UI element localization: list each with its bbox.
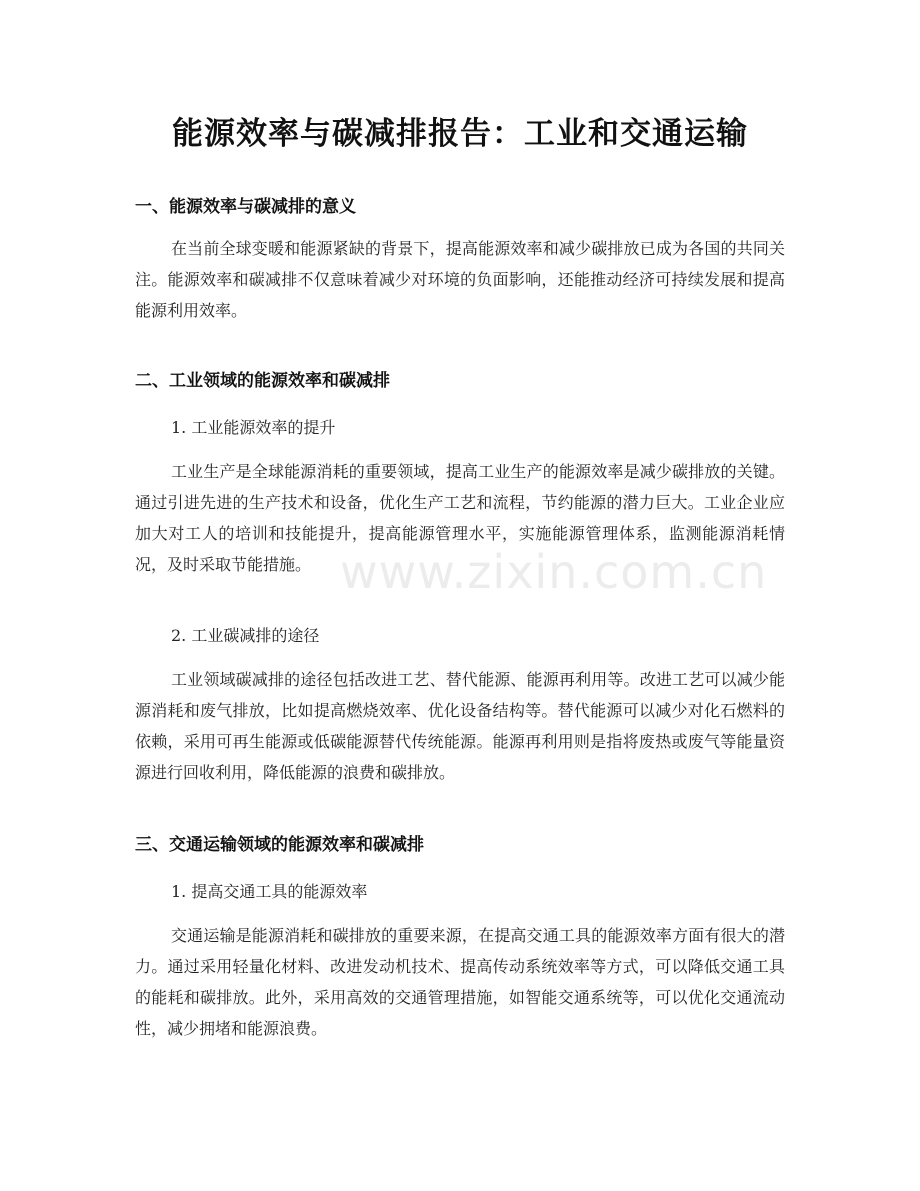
section-1-paragraph: 在当前全球变暖和能源紧缺的背景下，提高能源效率和减少碳排放已成为各国的共同关注。能源效率和碳减排不仅意味着减少对环境的负面影响，还能推动经济可持续发展和提高能源利用效率。 xyxy=(135,239,785,320)
subsection-2-1-paragraph: 工业生产是全球能源消耗的重要领域，提高工业生产的能源效率是减少碳排放的关键。通过引进先进的生产技术和设备，优化生产工艺和流程，节约能源的潜力巨大。工业企业应加大对工人的培训和技能提升，提高能源管理水平，实施能源管理体系，监测能源消耗情况，及时采取节能措施。 xyxy=(135,462,785,574)
section-heading-2: 二、工业领域的能源效率和碳减排 xyxy=(135,371,390,391)
document-title: 能源效率与碳减排报告：工业和交通运输 xyxy=(172,116,748,152)
subsection-2-2-paragraph: 工业领域碳减排的途径包括改进工艺、替代能源、能源再利用等。改进工艺可以减少能源消耗和废气排放，比如提高燃烧效率、优化设备结构等。替代能源可以减少对化石燃料的依赖，采用可再生能源或低碳能源替代传统能源。能源再利用则是指将废热或废气等能量资源进行回收利用，降低能源的浪费和碳排放。 xyxy=(135,670,785,782)
watermark: www.zixin.com.cn xyxy=(340,545,768,599)
subsection-heading-3-1: 1. 提高交通工具的能源效率 xyxy=(171,882,368,901)
subsection-heading-2-2: 2. 工业碳减排的途径 xyxy=(171,626,320,645)
section-heading-3: 三、交通运输领域的能源效率和碳减排 xyxy=(135,835,424,855)
subsection-3-1-paragraph: 交通运输是能源消耗和碳排放的重要来源，在提高交通工具的能源效率方面有很大的潜力。通过采用轻量化材料、改进发动机技术、提高传动系统效率等方式，可以降低交通工具的能耗和碳排放。此外，采用高效的交通管理措施，如智能交通系统等，可以优化交通流动性，减少拥堵和能源浪费。 xyxy=(135,926,785,1038)
section-heading-1: 一、能源效率与碳减排的意义 xyxy=(135,197,356,217)
subsection-heading-2-1: 1. 工业能源效率的提升 xyxy=(171,418,336,437)
